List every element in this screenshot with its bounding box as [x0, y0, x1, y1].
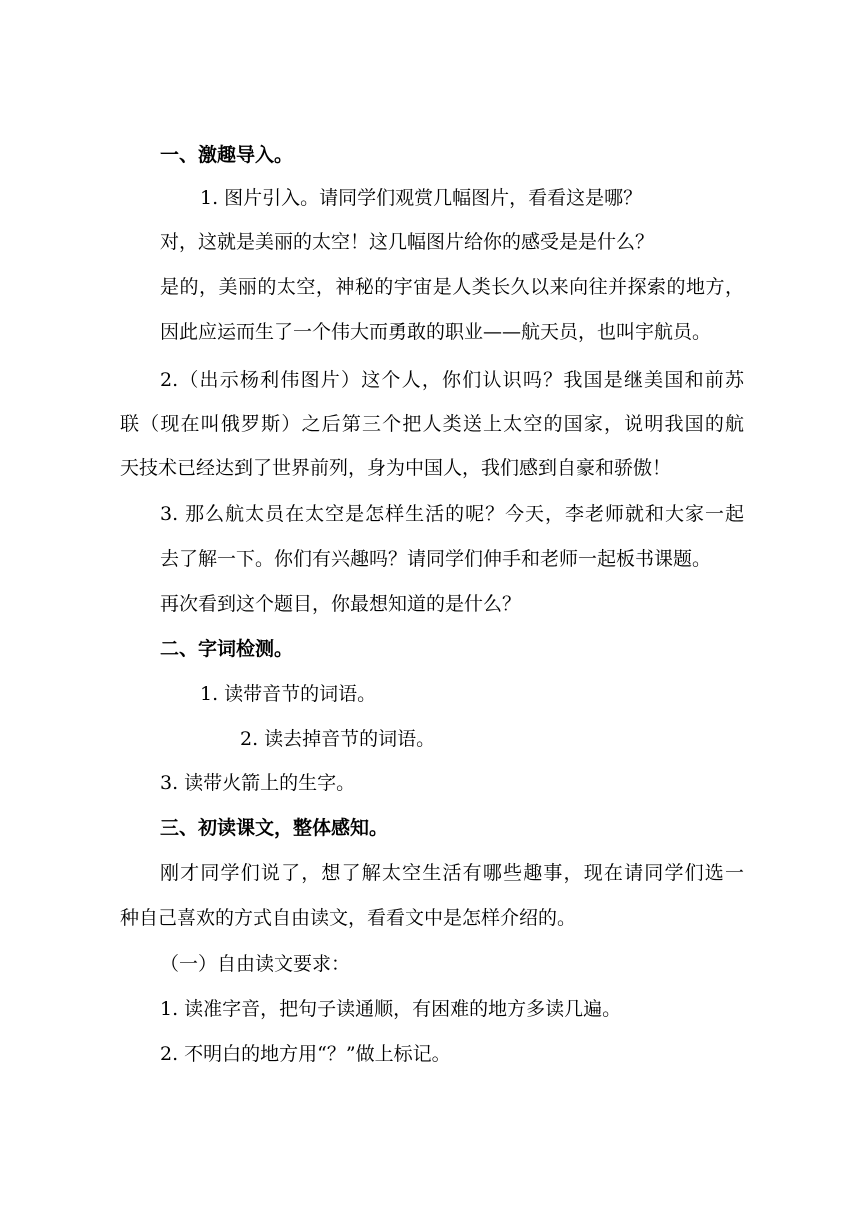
- section-heading-2: 二、字词检测。: [160, 638, 294, 660]
- list-item: 1. 读准字音，把句子读通顺，有困难的地方多读几遍。: [160, 998, 622, 1020]
- paragraph-line: 1. 图片引入。请同学们观赏几幅图片，看看这是哪？: [200, 187, 643, 209]
- paragraph-line: 种自己喜欢的方式自由读文，看看文中是怎样介绍的。: [120, 907, 577, 929]
- section-heading-1: 一、激趣导入。: [160, 144, 294, 166]
- paragraph-line: 去了解一下。你们有兴趣吗？请同学们伸手和老师一起板书课题。: [160, 548, 712, 570]
- paragraph-line: 对，这就是美丽的太空！这几幅图片给你的感受是是什么？: [160, 231, 655, 253]
- section-heading-3: 三、初读课文，整体感知。: [160, 817, 389, 839]
- paragraph-line: 3. 那么航太员在太空是怎样生活的呢？今天，李老师就和大家一起: [160, 503, 744, 525]
- list-item: 2. 不明白的地方用“？”做上标记。: [160, 1043, 451, 1065]
- paragraph-line: 刚才同学们说了，想了解太空生活有哪些趣事，现在请同学们选一: [160, 862, 744, 884]
- paragraph-line: 是的，美丽的太空，神秘的宇宙是人类长久以来向往并探索的地方，: [160, 276, 744, 298]
- list-item: 3. 读带火箭上的生字。: [160, 772, 356, 794]
- paragraph-line: 联（现在叫俄罗斯）之后第三个把人类送上太空的国家，说明我国的航: [120, 413, 744, 435]
- list-item: 2. 读去掉音节的词语。: [240, 728, 436, 750]
- paragraph-line: 2.（出示杨利伟图片）这个人，你们认识吗？我国是继美国和前苏: [160, 369, 744, 391]
- subheading: （一）自由读文要求：: [160, 953, 351, 975]
- paragraph-line: 因此应运而生了一个伟大而勇敢的职业——航天员，也叫宇航员。: [160, 321, 712, 343]
- paragraph-line: 天技术已经达到了世界前列，身为中国人，我们感到自豪和骄傲！: [120, 457, 672, 479]
- paragraph-line: 再次看到这个题目，你最想知道的是什么？: [160, 593, 522, 615]
- list-item: 1. 读带音节的词语。: [200, 683, 377, 705]
